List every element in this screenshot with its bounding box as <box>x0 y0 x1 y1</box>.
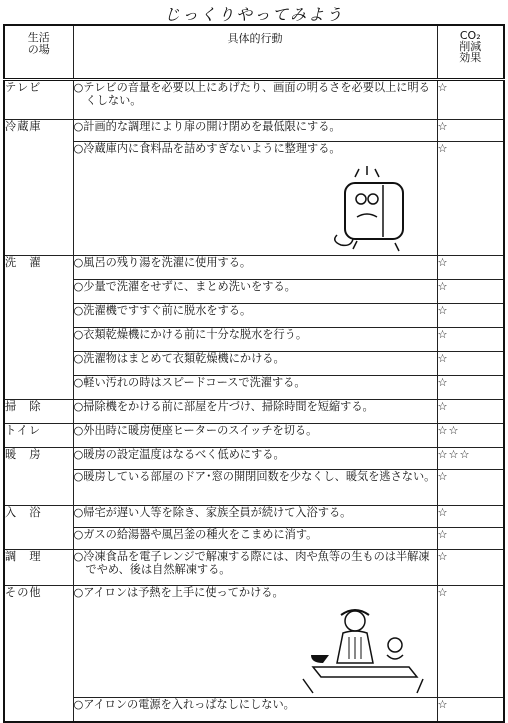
table-row <box>4 120 504 142</box>
star-rating: ☆ <box>437 280 504 304</box>
table-row <box>4 528 504 550</box>
table-row <box>4 280 504 304</box>
action-text: ○風呂の残り湯を洗濯に使用する。 <box>73 256 252 269</box>
action-text: ○掃除機をかける前に部屋を片づけ、掃除時間を短縮する。 <box>73 400 374 413</box>
action-text: ○テレビの音量を必要以上にあげたり、画面の明るさを必要以上に明るくしない。 <box>73 81 430 107</box>
action-text: ○外出時に暖房便座ヒーターのスイッチを切る。 <box>73 424 318 437</box>
action-text: ○少量で洗濯をせずに、まとめ洗いをする。 <box>73 280 296 293</box>
header-effect-line2: 削減 <box>459 40 482 53</box>
star-rating: ☆ <box>437 80 504 120</box>
action-text: ○冷凍食品を電子レンジで解凍する際には、肉や魚等の生ものは半解凍でやめ、後は自然解凍する。 <box>73 550 430 576</box>
star-rating: ☆ <box>437 328 504 352</box>
header-place-line2: の場 <box>27 43 50 56</box>
place-cleaning: 掃 除 <box>4 400 73 424</box>
table-row <box>4 376 504 400</box>
star-rating: ☆ <box>437 400 504 424</box>
action-text: ○帰宅が遅い人等を除き、家族全員が続けて入浴する。 <box>73 506 352 519</box>
action-text: ○計画的な調理により扉の開け閉めを最低限にする。 <box>73 120 341 133</box>
table-row <box>4 80 504 120</box>
table-header-row <box>4 25 504 80</box>
star-rating: ☆ <box>437 352 504 376</box>
star-rating: ☆☆ <box>437 424 504 448</box>
place-cooking: 調 理 <box>4 550 73 586</box>
action-table <box>3 24 505 723</box>
table-row <box>4 448 504 470</box>
header-effect-co2: CO₂ <box>459 29 481 42</box>
table-row <box>4 328 504 352</box>
table-row <box>4 698 504 722</box>
star-rating: ☆ <box>437 698 504 722</box>
action-text: ○アイロンは予熱を上手に使ってかける。 <box>73 586 284 599</box>
star-rating: ☆☆☆ <box>437 448 504 470</box>
place-other: その他 <box>4 586 73 722</box>
header-effect <box>437 25 504 80</box>
action-text: ○アイロンの電源を入れっぱなしにしない。 <box>73 698 295 711</box>
star-rating: ☆ <box>437 304 504 328</box>
action-text: ○暖房している部屋のドア･窓の開閉回数を少なくし、暖気を逃さない。 <box>73 470 436 483</box>
action-text: ○衣類乾燥機にかける前に十分な脱水を行う。 <box>73 328 308 341</box>
star-rating: ☆ <box>437 506 504 528</box>
header-place-line1: 生活 <box>27 31 50 44</box>
page-title: じっくりやってみよう <box>163 5 344 24</box>
place-bath: 入 浴 <box>4 506 73 550</box>
star-rating: ☆ <box>437 550 504 586</box>
action-text: ○軽い汚れの時はスピードコースで洗濯する。 <box>73 376 306 389</box>
ironing-illustration-icon <box>283 605 433 695</box>
table-row <box>4 424 504 448</box>
star-rating: ☆ <box>437 470 504 506</box>
star-rating: ☆ <box>437 528 504 550</box>
place-fridge: 冷蔵庫 <box>4 120 73 256</box>
star-rating: ☆ <box>437 120 504 142</box>
star-rating: ☆ <box>437 586 504 698</box>
action-text: ○洗濯機ですすぐ前に脱水をする。 <box>73 304 252 317</box>
table-row <box>4 400 504 424</box>
header-effect-line3: 効果 <box>459 51 482 64</box>
star-rating: ☆ <box>437 256 504 280</box>
table-row <box>4 352 504 376</box>
header-place <box>4 25 73 80</box>
table-row <box>4 256 504 280</box>
action-text: ○暖房の設定温度はなるべく低めにする。 <box>73 448 285 461</box>
table-row <box>4 586 504 698</box>
table-row <box>4 506 504 528</box>
table-row <box>4 550 504 586</box>
table-row <box>4 304 504 328</box>
action-text: ○洗濯物はまとめて衣類乾燥機にかける。 <box>73 352 285 365</box>
star-rating: ☆ <box>437 376 504 400</box>
place-laundry: 洗 濯 <box>4 256 73 400</box>
place-tv: テレビ <box>4 80 73 120</box>
table-row <box>4 470 504 506</box>
header-action: 具体的行動 <box>73 25 437 80</box>
star-rating: ☆ <box>437 142 504 256</box>
place-heating: 暖 房 <box>4 448 73 506</box>
place-toilet: トイレ <box>4 424 73 448</box>
table-row <box>4 142 504 256</box>
action-text: ○ガスの給湯器や風呂釜の種火をこまめに消す。 <box>73 528 318 541</box>
action-text: ○冷蔵庫内に食料品を詰めすぎないように整理する。 <box>73 142 341 155</box>
fridge-illustration-icon <box>327 161 419 253</box>
